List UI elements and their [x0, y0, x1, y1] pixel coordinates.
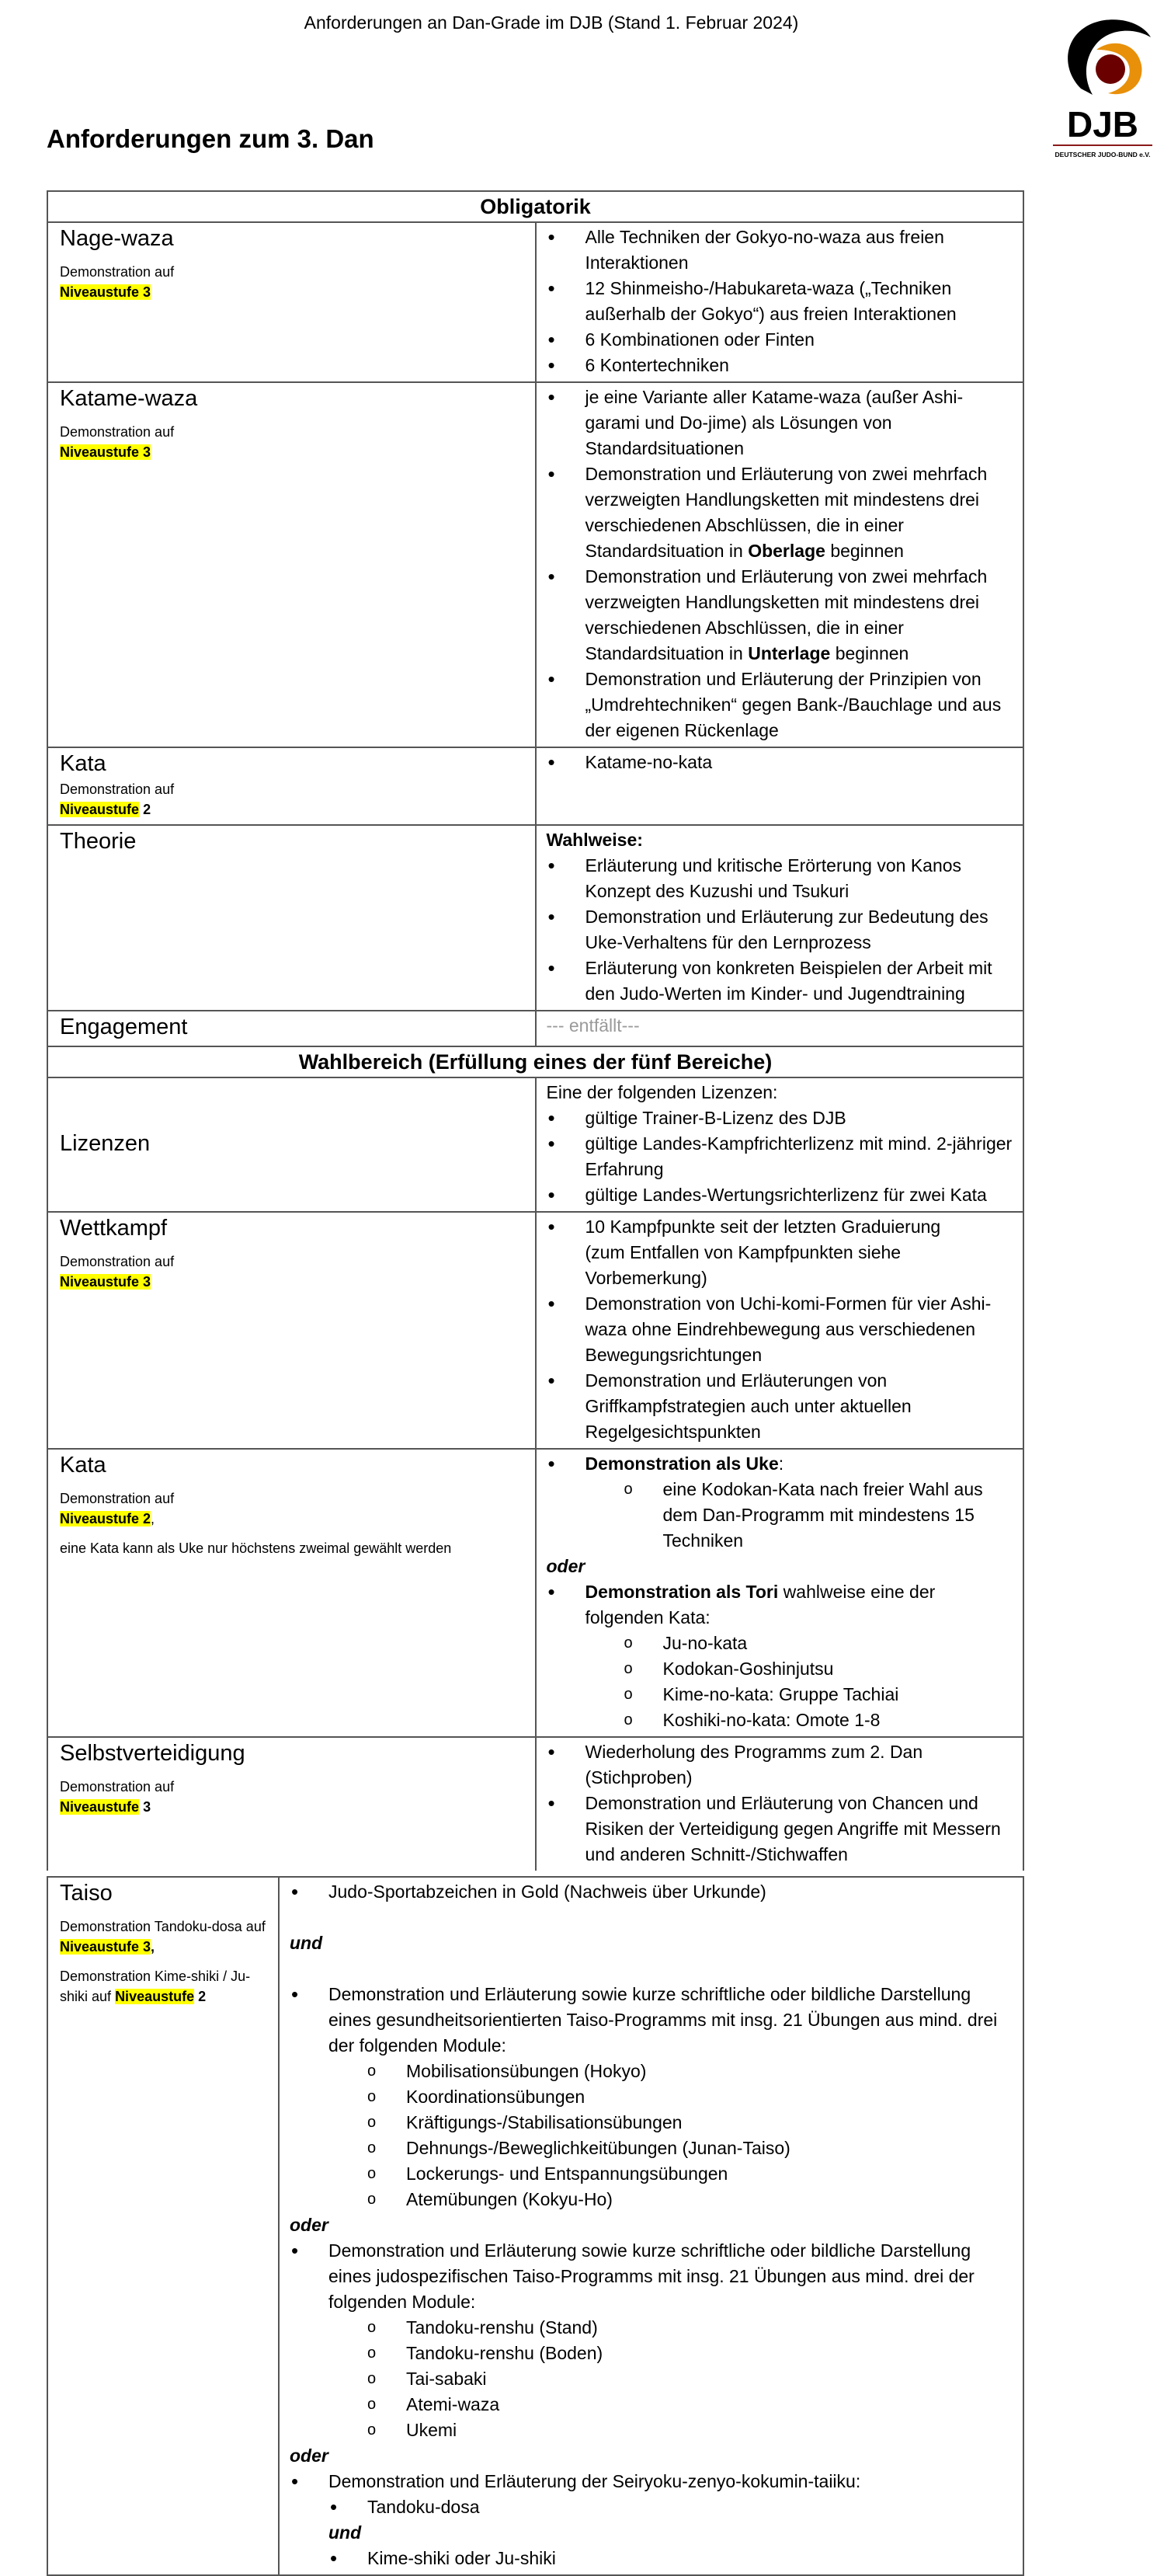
conjunction-oder: oder	[290, 2445, 328, 2466]
djb-logo	[1050, 11, 1155, 163]
level-note	[60, 1251, 529, 1292]
kata-label-cell	[47, 747, 536, 825]
taiso-label-cell	[47, 1877, 279, 2575]
sub-list-item: o Atemi-waza	[328, 2392, 1015, 2418]
row-nage-waza	[47, 222, 1023, 382]
wettkampf-label-cell	[47, 1212, 536, 1449]
row-lizenzen	[47, 1077, 1023, 1212]
demo-text: Demonstration auf	[60, 1491, 175, 1506]
level-note	[60, 1777, 529, 1817]
level-number: 2	[143, 802, 151, 817]
theorie-content	[536, 825, 1024, 1011]
demo-text: Demonstration auf	[60, 1779, 175, 1794]
sub-list-item: o Kime-no-kata: Gruppe Tachiai	[585, 1682, 1016, 1707]
demo-text: Demonstration auf	[60, 782, 175, 797]
row-taiso	[47, 1877, 1023, 2575]
wahlbereich-header-row	[47, 1046, 1023, 1077]
list-item	[547, 564, 1016, 667]
kata-wahl-label-cell	[47, 1449, 536, 1737]
category-label: Selbstverteidigung	[60, 1741, 245, 1766]
selbst-content	[536, 1737, 1024, 1871]
katame-waza-content	[536, 382, 1024, 747]
requirements-table-continued	[47, 1876, 1024, 2576]
logo-subtext: DEUTSCHER JUDO-BUND e.V.	[1055, 151, 1151, 158]
lizenzen-intro: Eine der folgenden Lizenzen:	[546, 1082, 778, 1102]
sub-list-item: o Koordinationsübungen	[328, 2084, 1015, 2110]
row-wettkampf	[47, 1212, 1023, 1449]
theorie-intro: Wahlweise:	[546, 830, 643, 850]
level-note	[60, 1916, 272, 1957]
lizenzen-content	[536, 1077, 1024, 1212]
logo-red-circle	[1096, 54, 1125, 84]
kata-uke-note: eine Kata kann als Uke nur höchstens zweimal gewählt werden	[60, 1540, 452, 1556]
list-item	[547, 1214, 1016, 1291]
theorie-label-cell	[47, 825, 536, 1011]
engagement-value: --- entfällt---	[546, 1015, 640, 1036]
list-item: • Demonstration von Uchi-komi-Formen für vier Ashi-waza ohne Eindrehbewegung aus verschiedenen Bewegungsrichtungen	[547, 1291, 1016, 1368]
list-item: • je eine Variante aller Katame-waza (außer Ashi-garami und Do-jime) als Lösungen von Standardsituationen	[547, 385, 1016, 461]
level-note	[60, 422, 529, 462]
item-bold: Unterlage	[748, 643, 831, 663]
lizenzen-label-cell	[47, 1077, 536, 1212]
level-badge: Niveaustufe	[60, 1799, 140, 1815]
sub-list-item: o Tai-sabaki	[328, 2366, 1015, 2392]
category-label: Taiso	[60, 1881, 113, 1906]
row-katame-waza	[47, 382, 1023, 747]
sub-list-item: o Tandoku-renshu (Boden)	[328, 2341, 1015, 2366]
sub-list-item: o Dehnungs-/Beweglichkeitübungen (Junan-Taiso)	[328, 2136, 1015, 2161]
item-text: Demonstration und Erläuterung von zwei mehrfach verzweigten Handlungsketten mit mindestens drei verschiedenen Abschlüssen, die in einer Standardsituation in	[585, 464, 988, 561]
kata-content	[536, 747, 1024, 825]
list-item	[547, 1451, 1016, 1554]
level-badge: Niveaustufe	[115, 1989, 195, 2004]
demo-text: Demonstration Kime-shiki / Ju-shiki auf	[60, 1969, 251, 2004]
sub-list-item: o Lockerungs- und Entspannungsübungen	[328, 2161, 1015, 2187]
sub-list-item: o Ukemi	[328, 2418, 1015, 2443]
list-item: • 12 Shinmeisho-/Habukareta-waza („Techniken außerhalb der Gokyo“) aus freien Interaktionen	[547, 276, 1016, 327]
item-text: beginnen	[835, 643, 909, 663]
comma: ,	[151, 1939, 155, 1955]
demo-text: Demonstration auf	[60, 424, 175, 440]
list-item: • gültige Trainer-B-Lizenz des DJB	[547, 1105, 1016, 1131]
item-text: beginnen	[830, 541, 904, 561]
kata-wahl-content	[536, 1449, 1024, 1737]
katame-waza-label-cell	[47, 382, 536, 747]
list-item: • Erläuterung von konkreten Beispielen der Arbeit mit den Judo-Werten im Kinder- und Jugendtraining	[547, 956, 1016, 1007]
list-item: • Demonstration und Erläuterung von Chancen und Risiken der Verteidigung gegen Angriffe mit Messern und anderen Schnitt-/Stichwaffen	[547, 1791, 1016, 1868]
level-badge: Niveaustufe	[60, 802, 140, 817]
list-item: • Judo-Sportabzeichen in Gold (Nachweis über Urkunde)	[290, 1879, 1015, 1905]
list-item: • Demonstration und Erläuterungen von Griffkampfstrategien auch unter aktuellen Regelgesichtspunkten	[547, 1368, 1016, 1445]
sub-list-item: o Kräftigungs-/Stabilisationsübungen	[328, 2110, 1015, 2136]
nage-waza-label-cell	[47, 222, 536, 382]
wettkampf-content	[536, 1212, 1024, 1449]
logo-rule	[1053, 144, 1152, 146]
wahlbereich-heading: Wahlbereich (Erfüllung eines der fünf Bereiche)	[47, 1046, 1023, 1077]
sub-list-item: o Ju-no-kata	[585, 1631, 1016, 1656]
item-text: 10 Kampfpunkte seit der letzten Graduierung	[585, 1217, 941, 1237]
level-badge: Niveaustufe 2	[60, 1511, 151, 1526]
list-item: • gültige Landes-Kampfrichterlizenz mit mind. 2-jähriger Erfahrung	[547, 1131, 1016, 1182]
list-item	[547, 461, 1016, 564]
item-text: Demonstration und Erläuterung sowie kurze schriftliche oder bildliche Darstellung eines gesundheitsorientierten Taiso-Programms mit insg. 21 Übungen aus mind. drei der folgenden Module:	[328, 1984, 998, 2056]
selbst-label-cell	[47, 1737, 536, 1871]
list-item: • Alle Techniken der Gokyo-no-waza aus freien Interaktionen	[547, 225, 1016, 276]
row-kata-obligatorik	[47, 747, 1023, 825]
sub-list-item: o eine Kodokan-Kata nach freier Wahl aus dem Dan-Programm mit mindestens 15 Techniken	[585, 1477, 1016, 1554]
item-text: Demonstration und Erläuterung sowie kurze schriftliche oder bildliche Darstellung eines judospezifischen Taiso-Programms mit insg. 21 Übungen aus mind. drei der folgenden Module:	[328, 2240, 975, 2312]
spacer	[290, 1956, 1015, 1982]
nage-waza-content	[536, 222, 1024, 382]
category-label: Engagement	[60, 1015, 188, 1039]
sub-list-item: • Tandoku-dosa	[290, 2494, 1015, 2520]
sub-list-item: o Kodokan-Goshinjutsu	[585, 1656, 1016, 1682]
document-header: Anforderungen an Dan-Grade im DJB (Stand 1. Februar 2024)	[304, 12, 799, 33]
engagement-label-cell	[47, 1011, 536, 1046]
demo-text: Demonstration Tandoku-dosa auf	[60, 1919, 266, 1934]
engagement-content	[536, 1011, 1024, 1046]
level-number: 2	[198, 1989, 207, 2004]
category-label: Nage-waza	[60, 226, 174, 251]
row-kata-wahlbereich	[47, 1449, 1023, 1737]
demo-text: Demonstration auf	[60, 264, 175, 280]
category-label: Lizenzen	[60, 1130, 151, 1156]
conjunction-und: und	[290, 1933, 323, 1953]
item-bold: Oberlage	[748, 541, 825, 561]
list-item: • 6 Kombinationen oder Finten	[547, 327, 1016, 353]
level-note	[60, 1488, 529, 1529]
item-text: wahlweise eine der folgenden Kata:	[585, 1582, 936, 1627]
category-label: Kata	[60, 1453, 106, 1478]
requirements-table	[47, 190, 1024, 1871]
category-label: Kata	[60, 751, 106, 776]
item-bold: Demonstration als Tori	[585, 1582, 779, 1602]
level-badge: Niveaustufe 3	[60, 1939, 151, 1955]
level-badge: Niveaustufe 3	[60, 1274, 151, 1290]
list-item	[547, 1579, 1016, 1733]
level-badge: Niveaustufe 3	[60, 284, 151, 300]
item-text: :	[778, 1453, 784, 1474]
sub-list-item: • Kime-shiki oder Ju-shiki	[290, 2546, 1015, 2571]
category-label: Katame-waza	[60, 386, 198, 411]
logo-wordmark: DJB	[1066, 104, 1139, 144]
category-label: Wettkampf	[60, 1216, 168, 1241]
list-item: • Wiederholung des Programms zum 2. Dan (Stichproben)	[547, 1739, 1016, 1791]
list-item: • Demonstration und Erläuterung der Prinzipien von „Umdrehtechniken“ gegen Bank-/Bauchlage und aus der eigenen Rückenlage	[547, 667, 1016, 743]
list-item: • Erläuterung und kritische Erörterung von Kanos Konzept des Kuzushi und Tsukuri	[547, 853, 1016, 904]
sub-list-item: o Mobilisationsübungen (Hokyo)	[328, 2059, 1015, 2084]
item-bold: Demonstration als Uke	[585, 1453, 779, 1474]
list-item: • gültige Landes-Wertungsrichterlizenz für zwei Kata	[547, 1182, 1016, 1208]
comma: ,	[151, 1511, 155, 1526]
sub-list-item: o Koshiki-no-kata: Omote 1-8	[585, 1707, 1016, 1733]
list-item: • Katame-no-kata	[547, 750, 1016, 775]
taiso-content	[279, 1877, 1023, 2575]
demo-text: Demonstration auf	[60, 1254, 175, 1269]
conjunction-oder: oder	[290, 2215, 328, 2235]
tables-wrapper	[47, 190, 1024, 2576]
category-label: Theorie	[60, 829, 137, 854]
list-item: • 6 Kontertechniken	[547, 353, 1016, 378]
list-item	[290, 1982, 1015, 2212]
row-engagement	[47, 1011, 1023, 1046]
level-note	[60, 1966, 272, 2007]
list-item: • Demonstration und Erläuterung der Seiryoku-zenyo-kokumin-taiiku:	[290, 2469, 1015, 2494]
item-text: Demonstration und Erläuterung von zwei mehrfach verzweigten Handlungsketten mit mindestens drei verschiedenen Abschlüssen, die in einer Standardsituation in	[585, 566, 988, 663]
level-badge: Niveaustufe 3	[60, 444, 151, 460]
obligatorik-header-row	[47, 191, 1023, 222]
conjunction-oder: oder	[546, 1556, 585, 1576]
conjunction-und: und	[328, 2522, 362, 2543]
list-item	[290, 2238, 1015, 2443]
obligatorik-heading: Obligatorik	[47, 191, 1023, 222]
level-number: 3	[143, 1799, 151, 1815]
sub-list-item: o Tandoku-renshu (Stand)	[328, 2315, 1015, 2341]
row-selbstverteidigung	[47, 1737, 1023, 1871]
row-theorie	[47, 825, 1023, 1011]
item-text: (zum Entfallen von Kampfpunkten siehe Vorbemerkung)	[585, 1242, 902, 1288]
spacer	[290, 1905, 1015, 1930]
list-item: • Demonstration und Erläuterung zur Bedeutung des Uke-Verhaltens für den Lernprozess	[547, 904, 1016, 956]
level-note	[60, 779, 529, 820]
page-title: Anforderungen zum 3. Dan	[47, 124, 374, 153]
sub-list-item: o Atemübungen (Kokyu-Ho)	[328, 2187, 1015, 2212]
level-note	[60, 262, 529, 302]
